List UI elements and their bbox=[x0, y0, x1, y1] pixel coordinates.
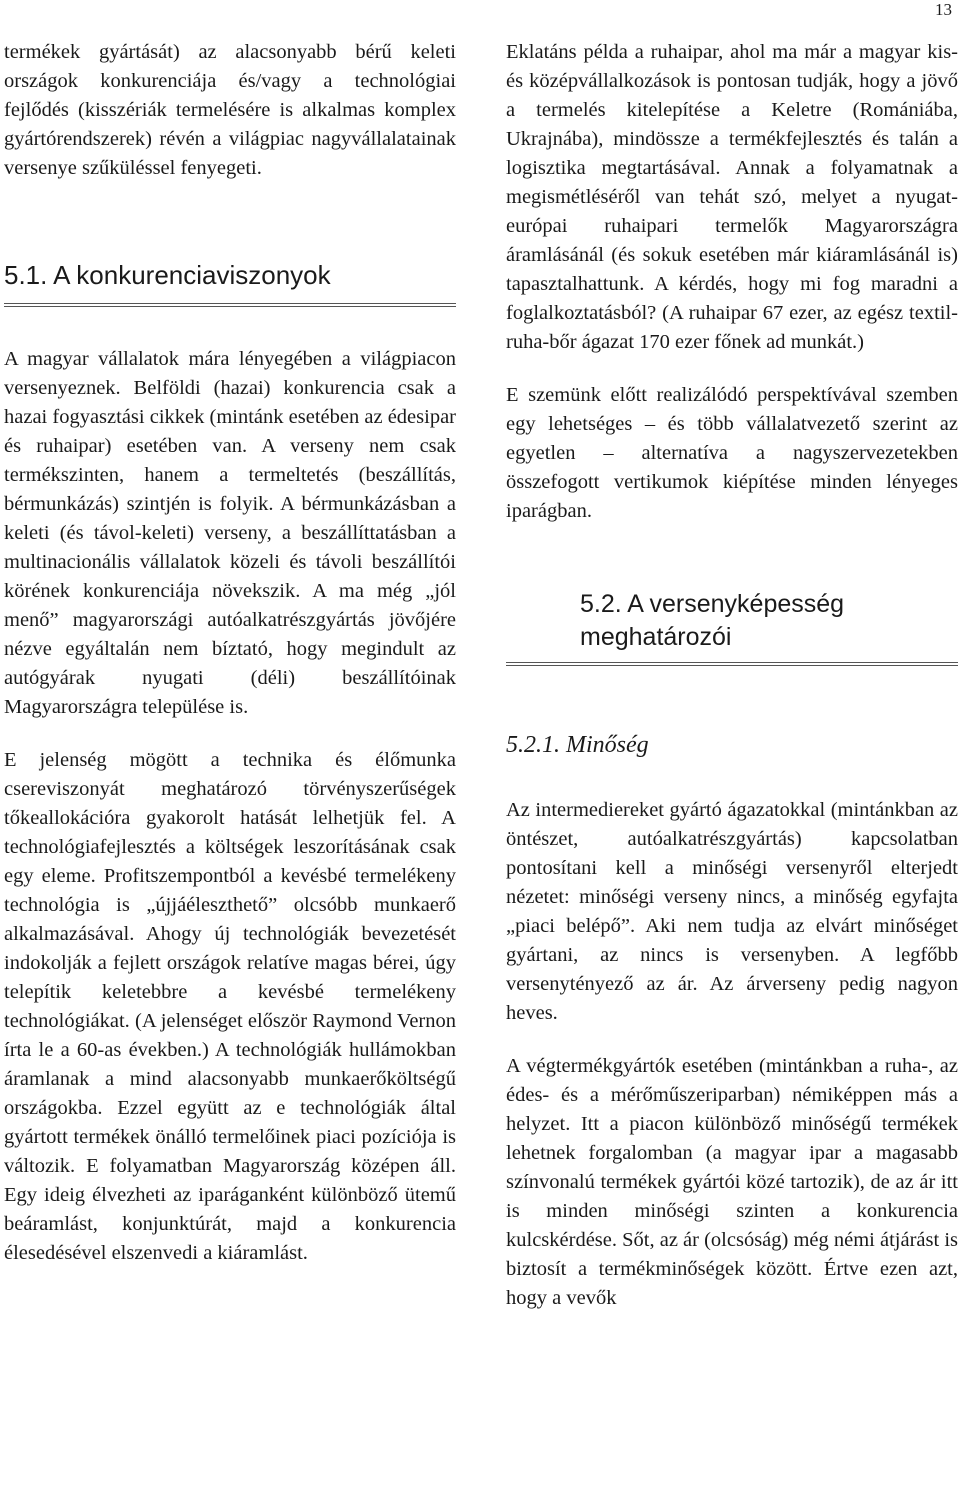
paragraph: A végtermékgyártók esetében (mintánkban a ruha-, az édes- és a mérőműszeriparban) némiképpen más a helyzet. Itt a piacon különböző minőségű termékek lehetnek forgalomban (a magyar ipar a magasabb színvonalú termékek gyártói közé tartozik), de az ár itt is minden minőségi szinten a konkurencia kulcskérdése. Sőt, az ár (olcsóság) még némi átjárást is biztosít a termékminőségek között. Értve ezen azt, hogy a vevők bbox=[506, 1055, 958, 1309]
paragraph: Az intermediereket gyártó ágazatokkal (mintánkban az öntészet, autóalkatrészgyártás) kapcsolatban pontosítani kell a minőségi versenyről elterjedt nézetet: minőségi verseny nincs, a minőség egyfajta „piaci belépő”. Aki nem tudja az elvárt minőséget gyártani, az nincs is versenyben. A legfőbb versenytényező az ár. Az árverseny pedig nagyon heves. bbox=[506, 799, 958, 1024]
paragraph: E jelenség mögött a technika és élőmunka csereviszonyát meghatározó törvényszerűségek tőkeallokációra gyakorolt hatását lelhetjük fel. A technológiafejlesztés a költségek leszorításának csak egy eleme. Profitszempontból a kevésbé termelékeny technológia is „újjáéleszthető” olcsóbb munkaerő alkalmazásával. Ahogy új technológiák bevezetését indokolják a fejlett országok relatíve magas bérei, úgy telepítik keletebbre a kevésbé termelékeny technológiákat. (A jelenséget először Raymond Vernon írta le a 60-as években.) A technológiák hullámokban áramlanak a mind alacsonyabb munkaerőköltségű országokba. Ezzel együtt az e technológiák által gyártott termékek önálló termelőinek piaci pozíciója is változik. E folyamatban Magyarország középen áll. Egy ideig élvezheti az iparáganként különböző ütemű beáramlást, konjunktúrát, majd a konkurencia élesedésével elszenvedi a kiáramlást. bbox=[4, 749, 456, 1264]
right-column bbox=[506, 38, 958, 1313]
paragraph: termékek gyártását) az alacsonyabb bérű keleti országok konkurenciája és/vagy a technológiai fejlődés (kisszériák termelésére is alkalmas komplex gyártórendszerek) révén a világpiac nagyvállalatainak versenye szűküléssel fenyegeti. bbox=[4, 41, 456, 179]
subsection-heading: 5.2.1. Minőség bbox=[506, 732, 649, 758]
section-heading: 5.1. A konkurenciaviszonyok bbox=[4, 260, 331, 290]
paragraph: E szemünk előtt realizálódó perspektívával szemben egy lehetséges – és több vállalatvezető szerint az egyetlen – alternatíva a nagyszervezetekben összefogott vertikumok kiépítése minden lényeges iparágban. bbox=[506, 384, 958, 522]
paragraph: Eklatáns példa a ruhaipar, ahol ma már a magyar kis- és középvállalkozások is pontosan tudják, hogy a jövő a termelés kitelepítése a Keletre (Romániába, Ukrajnába), mindössze a termékfejlesztés és talán a logisztika megtartásával. Annak a folyamatnak a megismétléséről van tehát szó, melyet a nyugat-európai ruhaipari termelők Magyarországra áramlásánál (és sokuk esetében már kiáramlásánál is) tapasztalhattunk. A kérdés, hogy mi fog maradni a foglalkoztatásból? (A ruhaipar 67 ezer, az egész textil-ruha-bőr ágazat 170 ezer főnek ad munkát.) bbox=[506, 41, 958, 353]
page-number: 13 bbox=[935, 0, 952, 19]
section-heading-line: meghatározói bbox=[580, 623, 732, 651]
paragraph: A magyar vállalatok mára lényegében a világpiacon versenyeznek. Belföldi (hazai) konkurencia csak a hazai fogyasztási cikkek (mintánk esetében az édesipar és ruhaipar) esetében van. A verseny nem csak termékszinten, hanem a termeltetés (beszállítás, bérmunkázás) szintjén is folyik. A bérmunkázásban a keleti (és távol-keleti) verseny, a beszállíttatásban a multinacionális vállalatok közeli és távoli beszállítói körének konkurenciája növekszik. A ma még „jól menő” magyarországi autóalkatrészgyártás jövőjére nézve egyáltalán nem bíztató, hogy megindult az autógyárak nyugati (déli) beszállítóinak Magyarországra települése is. bbox=[4, 348, 456, 718]
section-heading bbox=[506, 588, 958, 654]
section-heading-line: 5.2. A versenyképesség bbox=[580, 590, 845, 618]
left-column bbox=[4, 38, 456, 1268]
